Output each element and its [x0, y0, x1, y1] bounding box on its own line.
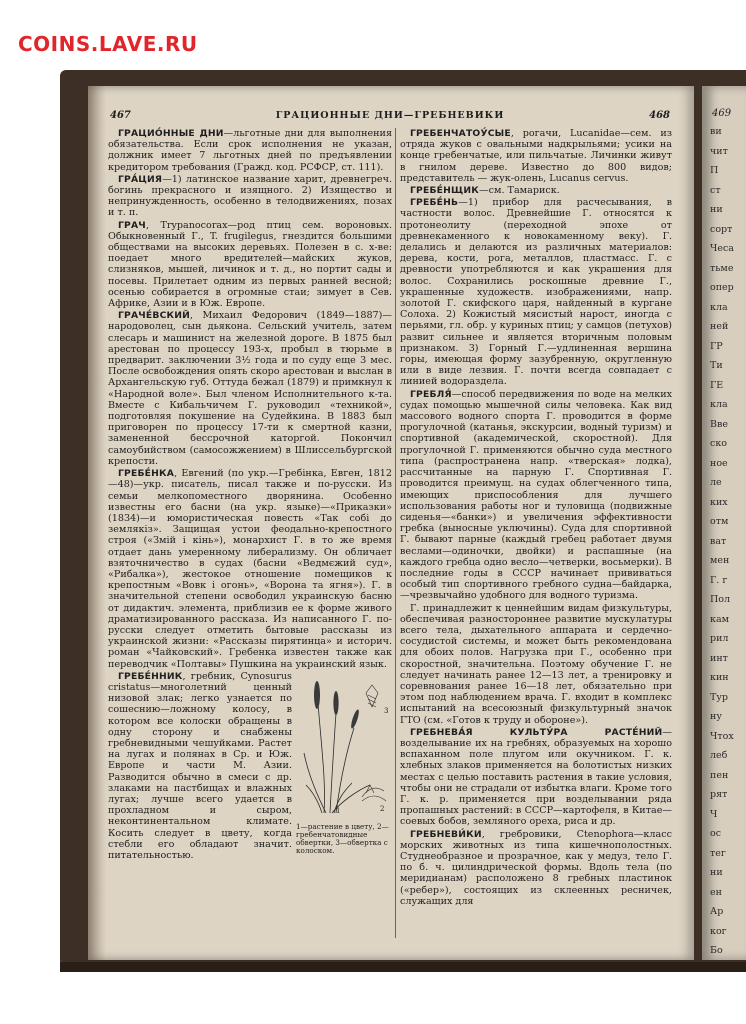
next-page-fragment: Бо: [710, 945, 723, 956]
entry-headword: ГРАЧ: [118, 219, 146, 231]
next-page-fragment: рят: [710, 789, 728, 800]
figure-label-1: 1: [336, 806, 341, 815]
article-entry: [400, 389, 672, 602]
next-page-fragment: Чтох: [710, 730, 734, 742]
entry-text: , Евгений (по укр.—Гребінка, Евген, 1812—48)—укр. писатель, писал также и по-русски. Из семьи мелкопоместного дворянина. Особенно известны его басни (на укр. языке)—«Приказки» (1834)—и юмористическая повесть «Так собі до землякіз». Защищая устои феодально-крепостного строя («Змій і кінь»), монархист Г. в то же время отдает дань умеренному либерализму. Он обличает взяточничество в судах (басни «Ведмєжий суд», «Рибалка»), жестокое отношение помещиков к крепостным «Вовк і огонь», «Ворона та ягня»). Г. в значительной степени освободил украинскую басню от дидактич. элемента, приблизив ее к форме живого драматизированного рассказа. Из написанного Г. по-русски следует отметить бытовые рассказы из украинской жизни: «Рассказы пирятинца» и историч. роман «Чайковский». Гребенка известен также как переводчик «Полтавы» Пушкина на украинский язык.: [108, 468, 392, 670]
next-page-fragment: ное: [710, 457, 728, 469]
next-page-fragment: Ти: [710, 360, 723, 371]
entry-headword: ГРЕБЕ́НЩИК: [410, 185, 480, 197]
entry-headword: ГРЕБЕНЧАТОУ́СЫЕ: [410, 128, 511, 139]
article-entry: [400, 603, 672, 726]
page-header: [110, 110, 670, 126]
grass-illustration: [296, 673, 392, 861]
next-page-fragment: пен: [710, 769, 729, 781]
entry-text: —возделывание их на гребнях, образуемых на хорошо вспаханном поле плугом или окучником. Г. к. хлебных злаков применяется на болотистых низких местах с целью поставить растения в такие условия, чтобы они не страдали от избытка влаги. Кроме того Г. к. р. применяется при возделывании ряда пропашных растений: в СССР—картофеля, в Китае—соевых бобов, земляного ореха, риса и др.: [400, 726, 672, 828]
figure-caption: 1—растение в цвету, 2—гребенчатовидные обвертки, 3—обвертка с колоском.: [296, 821, 389, 856]
next-page-fragment: Вве: [710, 418, 728, 430]
entry-text: —1) прибор для расчесывания, в частности волос. Древнейшие Г. относятся к протонеолиту (переходной эпохе от древнекаменного к новокаменному веку). Г. делались и делаются из различных материалов: дерева, кости, рога, металлов, пластмасс. Г. с древности употребляются и как украшения для волос. Сохранились роскошные древние Г., украшенные художеств. изображениями, напр. золотой Г. скифского царя, найденный в кургане Солоха. 2) Кожистый мясистый нарост, иногда с перьями, гл. обр. у куриных птиц; у самцов (петухов) развит сильнее и является вторичным половым признаком. 3) Горный Г.—удлиненная вершина горы, имеющая форму зазубренную, округленную или в виде лезвия. Г. почти всегда совпадает с линией водораздела.: [400, 197, 672, 388]
next-page-fragment: ос: [710, 828, 722, 839]
next-page-fragment: Г. г: [710, 574, 728, 586]
next-page-fragment: кла: [710, 399, 728, 410]
next-page-fragment: рил: [710, 633, 729, 644]
page-number-left: 467: [110, 110, 131, 121]
article-entry: [108, 310, 392, 467]
article-entry: [400, 829, 672, 907]
running-title: ГРАЦИОННЫЕ ДНИ—ГРЕБНЕВИКИ: [275, 110, 505, 121]
next-page-number: 469: [712, 108, 732, 119]
next-page-fragment: ват: [710, 535, 727, 547]
figure-label-3: 3: [384, 706, 389, 715]
next-page-fragment: ней: [710, 321, 729, 332]
entry-text: , гребник, Cynosurus cristatus—многолетний ценный низовой злак; легко узнается по сошеснию—ложному колосу, в котором все колоски обращены в одну сторону и снабжены гребневидными чешуйками. Растет на лугах и полянах в Ср. и Юж. Европе и части М. Азии. Разводится обычно в смеси с др. злаками на пастбищах и влажных лугах; лучше всего удается в прохладном и сыром, неконтинентальном климате. Косить следует в цвету, когда стебли его обладают значит. питательностью.: [108, 670, 292, 861]
entry-headword: ГРА́ЦИЯ: [118, 173, 163, 185]
entry-headword: ГРЕБНЕВИ́КИ: [410, 828, 482, 840]
entry-text: , гребровики, Ctenophora—класс морских животных из типа кишечнополостных. Студнеобразное и прозрачное, как у медуз, тело Г. по б. ч. цилиндрической формы. Вдоль тела (по меридианам) расположено 8 гребных пластинок («ребер»), состоящих из склеенных ресничек, служащих для: [400, 828, 672, 907]
next-page-fragment: кам: [710, 613, 729, 625]
next-page-fragment: Пол: [710, 594, 731, 605]
next-page-fragment: ГР: [710, 340, 723, 352]
next-page-fragment: Ч: [710, 808, 718, 820]
next-page-fragment: кин: [710, 672, 729, 683]
page-number-right: 468: [649, 110, 670, 121]
article-entry: [400, 727, 672, 828]
entry-text: Г. принадлежит к ценнейшим видам физкультуры, обеспечивая разностороннее развитие мускулатуры всего тела, дыхательного аппарата и сердечно-сосудистой системы, и может быть рекомендована для обоих полов. Нагрузка при Г., особенно при скоростной, значительна. Поэтому обучение Г. не следует начинать ранее 12—13 лет, а тренировку и соревнования ранее 16—18 лет, обязательно при этом под наблюдением врача. Г. входит в комплекс испытаний на всесоюзный физкультурный значок ГТО (см. «Готов к труду и обороне»).: [400, 602, 672, 726]
next-page-fragment: тег: [710, 847, 726, 859]
next-page-fragment: ст: [710, 184, 721, 196]
entry-headword: ГРЕБНЕВА́Я КУЛЬТУ́РА РАСТЕ́НИЙ: [410, 726, 663, 738]
next-page-edge: [702, 86, 746, 960]
book-bottom-edge: [60, 962, 746, 972]
right-column: [400, 128, 672, 908]
article-entry: [400, 185, 672, 196]
next-page-fragment: сорт: [710, 223, 733, 235]
entry-text: —см. Тамариск.: [479, 185, 560, 197]
entry-text: —1) латинское название харит, древнегреч. богинь прекрасного и изящного. 2) Изящество и непринужденность, особенно в телодвижениях, позах и т. п.: [108, 173, 392, 219]
entry-text: , Михаил Федорович (1849—1887)—народоволец, сын дьякона. Сельский учитель, затем слесарь и машинист на железной дороге. В 1875 был арестован по процессу 193-х, пробыл в тюрьме в предварит. заключении 3½ года и по суду еще 3 мес. После освобождения опять скоро арестован и выслан в Архангельскую губ. Оттуда бежал (1879) и примкнул к «Народной воле». Был членом Исполнительного к-та. Вместе с Кибальчичем Г. руководил «техникой», подготовляя покушение на Судейкина. В 1883 был приговорен по процессу 17-ти к смертной казни, замененной бессрочной каторгой. Покончил самоубийством (самосожжением) в Шлиссельбургской крепости.: [108, 310, 392, 467]
next-page-fragment: отм: [710, 516, 729, 527]
next-page-fragment: ких: [710, 496, 728, 508]
entry-headword: ГРЕБЛЯ́: [410, 388, 452, 400]
article-entry: [400, 128, 672, 184]
next-page-fragment: леб: [710, 750, 728, 761]
entry-headword: ГРЕБЕ́ННИК: [118, 670, 183, 682]
article-entry: [108, 671, 392, 861]
next-page-fragment: Ар: [710, 906, 724, 917]
next-page-fragment: мен: [710, 555, 730, 566]
entry-headword: ГРАЦИО́ННЫЕ ДНИ: [118, 128, 224, 139]
next-page-fragment: опер: [710, 282, 734, 293]
next-page-fragment: ни: [710, 867, 723, 878]
next-page-fragment: ле: [710, 477, 722, 488]
article-entry: [108, 128, 392, 173]
article-entry: [108, 220, 392, 310]
next-page-fragment: ско: [710, 438, 727, 449]
watermark: COINS.LAVE.RU: [18, 32, 198, 56]
entry-headword: ГРЕБЕ́НЬ: [410, 197, 459, 209]
entry-text: , рогачи, Lucanidae—сем. из отряда жуков с овальными надкрыльями; усики на конце гребенчатые, или пильчатые. Личинки живут в гнилом дереве. Известно до 800 видов; представитель — жук-олень, Lucanus cervus.: [400, 128, 672, 184]
next-page-fragment: П: [710, 165, 719, 176]
next-page-fragment: ни: [710, 204, 723, 215]
entry-text: —льготные дни для выполнения обязательства. Если срок исполнения не указан, должник имеет 7 льготных дней по предъявлении кредитором требования (Гражд. код. РСФСР, ст. 111).: [108, 128, 392, 173]
column-divider: [395, 128, 396, 938]
next-page-fragment: Тур: [710, 691, 729, 703]
next-page-fragment: ен: [710, 886, 722, 898]
grass-drawing: [296, 673, 392, 823]
next-page-fragment: ви: [710, 126, 722, 137]
next-page-fragment: ну: [710, 711, 722, 722]
entry-headword: ГРАЧЕ́ВСКИЙ: [118, 310, 191, 322]
next-page-fragment: инт: [710, 652, 728, 664]
next-page-fragment: тьме: [710, 262, 734, 274]
gutter-shadow: [88, 86, 106, 960]
entry-headword: ГРЕБЕ́НКА: [118, 468, 175, 480]
left-column: [108, 128, 392, 863]
figure-label-2: 2: [380, 804, 385, 813]
article-entry: [108, 174, 392, 219]
next-page-fragment: ког: [710, 925, 727, 937]
next-page-fragment: кла: [710, 301, 728, 313]
next-page-fragment: Чеса: [710, 243, 734, 254]
entry-text: —способ передвижения по воде на мелких судах помощью мышечной силы человека. Как вид массового водного спорта Г. проводится в форме прогулочной (катанья, экскурсии, водный туризм) и спортивной (академической, скоростной). Для прогулочной Г. применяются обычно суда местного типа (распространена напр. «тверская» лодка), рассчитанные на парную Г. Спортивная Г. проводится преимущ. на судах облегченного типа, имеющих приспособления для лучшего использования работы ног и туловища (подвижные сиденья—«банки») и увеличения эффективности гребка (выносные уключины). Суда для спортивной Г. бывают парные (каждый гребец работает двумя веслами—одиночки, двойки) и распашные (на каждого гребца одно весло—четверки, восьмерки). В последние годы в СССР начинает прививаться особый тип спортивного гребного судна—байдарка,—чрезвычайно удобного для водного туризма.: [400, 388, 672, 602]
entry-text: , Trypanocorax—род птиц сем. вороновых. Обыкновенный Г., T. frugilegus, гнездится большими обществами на высоких деревьях. Полезен в с. х-ве: поедает много вредителей—майских жуков, слизняков, мышей, личинок и т. д., но портит сады и посевы. Прилетает одним из первых ранней весной; осенью собирается в огромные стаи; зимует в Сев. Африке, Азии и в Юж. Европе.: [108, 219, 392, 310]
next-page-fragment: чит: [710, 145, 728, 157]
article-entry: [108, 468, 392, 670]
next-page-fragment: ГЕ: [710, 379, 724, 391]
article-entry: [400, 197, 672, 387]
